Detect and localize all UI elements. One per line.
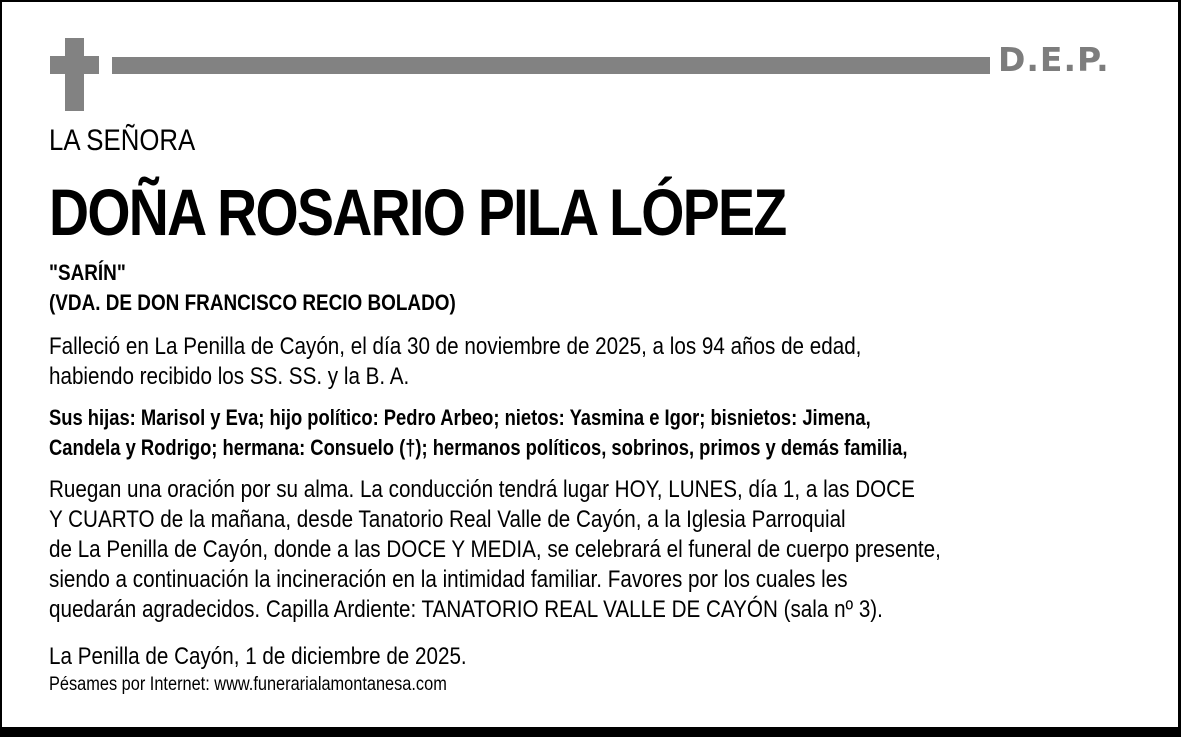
service-line: de La Penilla de Cayón, donde a las DOCE Y MEDIA, se celebrará el funeral de cuerpo presente, (49, 536, 941, 563)
death-notice (49, 332, 861, 392)
deceased-name: DOÑA ROSARIO PILA LÓPEZ (49, 175, 786, 249)
cross-icon-crossbar (50, 56, 99, 74)
condolences-link[interactable]: Pésames por Internet: www.funerarialamontanesa.com (49, 674, 447, 695)
alias-block (49, 258, 456, 318)
service-details (49, 475, 941, 625)
header-rule (112, 57, 990, 74)
service-line: Y CUARTO de la mañana, desde Tanatorio Real Valle de Cayón, a la Iglesia Parroquial (49, 506, 846, 533)
intro-title: LA SEÑORA (49, 124, 196, 157)
cross-icon (65, 38, 84, 111)
service-line: Ruegan una oración por su alma. La conducción tendrá lugar HOY, LUNES, día 1, a las DOCE (49, 476, 915, 503)
family-list (49, 403, 907, 463)
service-line: quedarán agradecidos. Capilla Ardiente: TANATORIO REAL VALLE DE CAYÓN (sala nº 3). (49, 596, 883, 623)
dep-label: D.E.P. (998, 40, 1110, 79)
widow-of: (VDA. DE DON FRANCISCO RECIO BOLADO) (49, 290, 456, 315)
family-line: Candela y Rodrigo; hermana: Consuelo (†); hermanos políticos, sobrinos, primos y demás familia, (49, 435, 908, 460)
place-date: La Penilla de Cayón, 1 de diciembre de 2025. (49, 643, 467, 670)
death-notice-line: Falleció en La Penilla de Cayón, el día 30 de noviembre de 2025, a los 94 años de edad, (49, 333, 862, 360)
death-notice-line: habiendo recibido los SS. SS. y la B. A. (49, 363, 410, 390)
alias: "SARÍN" (49, 260, 126, 285)
service-line: siendo a continuación la incineración en la intimidad familiar. Favores por los cuales les (49, 566, 848, 593)
family-line: Sus hijas: Marisol y Eva; hijo político: Pedro Arbeo; nietos: Yasmina e Igor; bisnietos: Jimena, (49, 405, 871, 430)
